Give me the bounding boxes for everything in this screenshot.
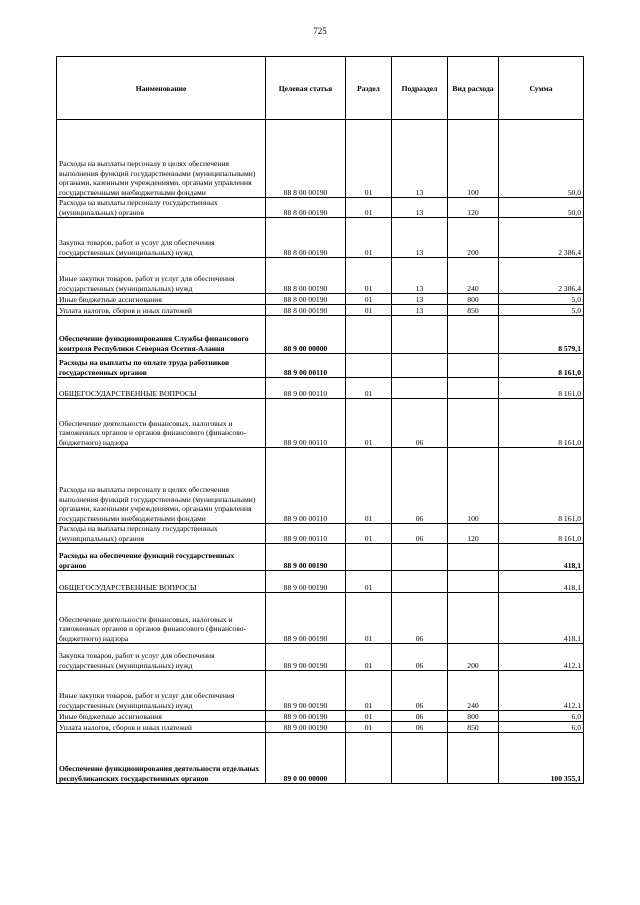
row-code: 88 9 00 00190 — [266, 571, 346, 593]
row-sum: 8 161,0 — [499, 399, 584, 448]
row-code: 88 9 00 00190 — [266, 644, 346, 671]
row-section: 01 — [346, 198, 392, 218]
row-subsection — [392, 378, 448, 399]
row-sum: 5,0 — [499, 305, 584, 316]
row-sum: 8 579,1 — [499, 316, 584, 354]
row-subsection — [392, 571, 448, 593]
row-name: Расходы на выплаты персоналу в целях обеспечения выполнения функций государственными (муниципальными) органами, казенными учреждениями, органами управления государственными внебюджетными фондами — [57, 448, 266, 524]
row-subsection: 06 — [392, 593, 448, 644]
header-name: Наименование — [57, 57, 266, 120]
row-subsection: 13 — [392, 305, 448, 316]
table-row — [57, 733, 584, 784]
row-section — [346, 733, 392, 784]
row-code: 88 8 00 00190 — [266, 218, 346, 258]
row-section: 01 — [346, 258, 392, 294]
row-name: Расходы на выплаты персоналу государственных (муниципальных) органов — [57, 198, 266, 218]
row-name: Обеспечение деятельности финансовых, налоговых и таможенных органов и органов финансового (финансово-бюджетного) надзора — [57, 593, 266, 644]
row-sum: 2 386,4 — [499, 258, 584, 294]
table-row — [57, 399, 584, 448]
header-subsection: Подраздел — [392, 57, 448, 120]
row-section: 01 — [346, 524, 392, 544]
table-row — [57, 258, 584, 294]
row-subsection: 06 — [392, 644, 448, 671]
table-row — [57, 544, 584, 571]
row-section — [346, 316, 392, 354]
row-section: 01 — [346, 593, 392, 644]
row-subsection: 13 — [392, 218, 448, 258]
row-name: Уплата налогов, сборов и иных платежей — [57, 305, 266, 316]
row-section: 01 — [346, 644, 392, 671]
row-sum: 5,0 — [499, 294, 584, 305]
row-sum: 412,1 — [499, 644, 584, 671]
table-row — [57, 448, 584, 524]
row-type — [448, 544, 499, 571]
row-code: 88 9 00 00190 — [266, 711, 346, 722]
row-section: 01 — [346, 711, 392, 722]
row-name: Расходы на обеспечение функций государственных органов — [57, 544, 266, 571]
row-type: 240 — [448, 671, 499, 711]
row-sum: 6,0 — [499, 722, 584, 733]
row-name: Обеспечение функционирования Службы финансового контроля Республики Северная Осетия-Алания — [57, 316, 266, 354]
row-subsection: 13 — [392, 198, 448, 218]
table-row — [57, 524, 584, 544]
row-subsection: 13 — [392, 294, 448, 305]
row-sum: 418,1 — [499, 571, 584, 593]
row-sum: 8 161,0 — [499, 378, 584, 399]
row-type: 200 — [448, 218, 499, 258]
row-subsection: 06 — [392, 399, 448, 448]
table-row — [57, 711, 584, 722]
row-sum: 412,1 — [499, 671, 584, 711]
row-section: 01 — [346, 378, 392, 399]
row-name: Обеспечение деятельности финансовых, налоговых и таможенных органов и органов финансового (финансово-бюджетного) надзора — [57, 399, 266, 448]
row-name: Обеспечение функционирования деятельности отдельных республиканских государственных органов — [57, 733, 266, 784]
table-row — [57, 354, 584, 378]
row-name: Закупка товаров, работ и услуг для обеспечения государственных (муниципальных) нужд — [57, 644, 266, 671]
row-code: 88 9 00 00110 — [266, 524, 346, 544]
row-name: Закупка товаров, работ и услуг для обеспечения государственных (муниципальных) нужд — [57, 218, 266, 258]
row-name: Расходы на выплаты персоналу государственных (муниципальных) органов — [57, 524, 266, 544]
header-code: Целевая статья — [266, 57, 346, 120]
table-row — [57, 378, 584, 399]
row-section: 01 — [346, 571, 392, 593]
table-row — [57, 571, 584, 593]
row-code: 88 8 00 00190 — [266, 305, 346, 316]
table-row — [57, 316, 584, 354]
row-sum: 100 355,1 — [499, 733, 584, 784]
row-type — [448, 571, 499, 593]
row-code: 88 9 00 00190 — [266, 671, 346, 711]
row-type — [448, 593, 499, 644]
row-section: 01 — [346, 448, 392, 524]
row-section: 01 — [346, 399, 392, 448]
row-type: 100 — [448, 120, 499, 198]
row-type: 100 — [448, 448, 499, 524]
row-subsection: 06 — [392, 671, 448, 711]
row-sum: 8 161,0 — [499, 524, 584, 544]
row-section: 01 — [346, 305, 392, 316]
table-row — [57, 722, 584, 733]
table-row — [57, 198, 584, 218]
row-code: 88 9 00 00000 — [266, 316, 346, 354]
row-type: 120 — [448, 524, 499, 544]
row-type — [448, 316, 499, 354]
row-type: 240 — [448, 258, 499, 294]
row-sum: 8 161,0 — [499, 354, 584, 378]
row-name: Иные закупки товаров, работ и услуг для обеспечения государственных (муниципальных) нужд — [57, 671, 266, 711]
row-name: Расходы на выплаты по оплате труда работников государственных органов — [57, 354, 266, 378]
header-sum: Сумма — [499, 57, 584, 120]
row-type: 850 — [448, 305, 499, 316]
row-subsection — [392, 544, 448, 571]
table-row — [57, 218, 584, 258]
row-type — [448, 733, 499, 784]
row-section — [346, 544, 392, 571]
row-type — [448, 399, 499, 448]
row-section: 01 — [346, 120, 392, 198]
row-code: 88 9 00 00110 — [266, 354, 346, 378]
row-name: Уплата налогов, сборов и иных платежей — [57, 722, 266, 733]
row-type — [448, 378, 499, 399]
row-sum: 2 386,4 — [499, 218, 584, 258]
row-subsection: 13 — [392, 258, 448, 294]
row-sum: 50,0 — [499, 120, 584, 198]
row-subsection: 06 — [392, 524, 448, 544]
row-section: 01 — [346, 671, 392, 711]
row-sum: 6,0 — [499, 711, 584, 722]
table-row — [57, 305, 584, 316]
table-header-row — [57, 57, 584, 120]
row-subsection: 06 — [392, 448, 448, 524]
row-code: 88 9 00 00110 — [266, 378, 346, 399]
header-type: Вид расхода — [448, 57, 499, 120]
row-name: ОБЩЕГОСУДАРСТВЕННЫЕ ВОПРОСЫ — [57, 378, 266, 399]
row-code: 88 9 00 00190 — [266, 544, 346, 571]
row-section: 01 — [346, 218, 392, 258]
row-subsection: 06 — [392, 711, 448, 722]
row-name: Иные бюджетные ассигнования — [57, 711, 266, 722]
row-sum: 418,1 — [499, 593, 584, 644]
row-code: 88 8 00 00190 — [266, 294, 346, 305]
row-section: 01 — [346, 294, 392, 305]
table-row — [57, 644, 584, 671]
row-section — [346, 354, 392, 378]
table-row — [57, 593, 584, 644]
row-code: 88 9 00 00110 — [266, 448, 346, 524]
header-section: Раздел — [346, 57, 392, 120]
row-name: Иные закупки товаров, работ и услуг для обеспечения государственных (муниципальных) нужд — [57, 258, 266, 294]
row-section: 01 — [346, 722, 392, 733]
row-code: 88 8 00 00190 — [266, 198, 346, 218]
row-code: 88 9 00 00110 — [266, 399, 346, 448]
row-sum: 50,0 — [499, 198, 584, 218]
row-code: 88 9 00 00190 — [266, 593, 346, 644]
budget-table — [56, 56, 584, 784]
row-type: 120 — [448, 198, 499, 218]
table-row — [57, 671, 584, 711]
table-row — [57, 294, 584, 305]
row-code: 88 9 00 00190 — [266, 722, 346, 733]
row-type: 850 — [448, 722, 499, 733]
table-row — [57, 120, 584, 198]
row-code: 88 8 00 00190 — [266, 258, 346, 294]
row-sum: 8 161,0 — [499, 448, 584, 524]
page-number: 725 — [313, 26, 327, 36]
row-subsection: 13 — [392, 120, 448, 198]
row-subsection — [392, 733, 448, 784]
row-subsection: 06 — [392, 722, 448, 733]
row-code: 89 0 00 00000 — [266, 733, 346, 784]
row-type: 800 — [448, 711, 499, 722]
row-name: Расходы на выплаты персоналу в целях обеспечения выполнения функций государственными (муниципальными) органами, казенными учреждениями, органами управления государственными внебюджетными фондами — [57, 120, 266, 198]
row-name: Иные бюджетные ассигнования — [57, 294, 266, 305]
row-type — [448, 354, 499, 378]
row-subsection — [392, 354, 448, 378]
row-sum: 418,1 — [499, 544, 584, 571]
row-type: 200 — [448, 644, 499, 671]
row-name: ОБЩЕГОСУДАРСТВЕННЫЕ ВОПРОСЫ — [57, 571, 266, 593]
row-code: 88 8 00 00190 — [266, 120, 346, 198]
row-type: 800 — [448, 294, 499, 305]
row-subsection — [392, 316, 448, 354]
